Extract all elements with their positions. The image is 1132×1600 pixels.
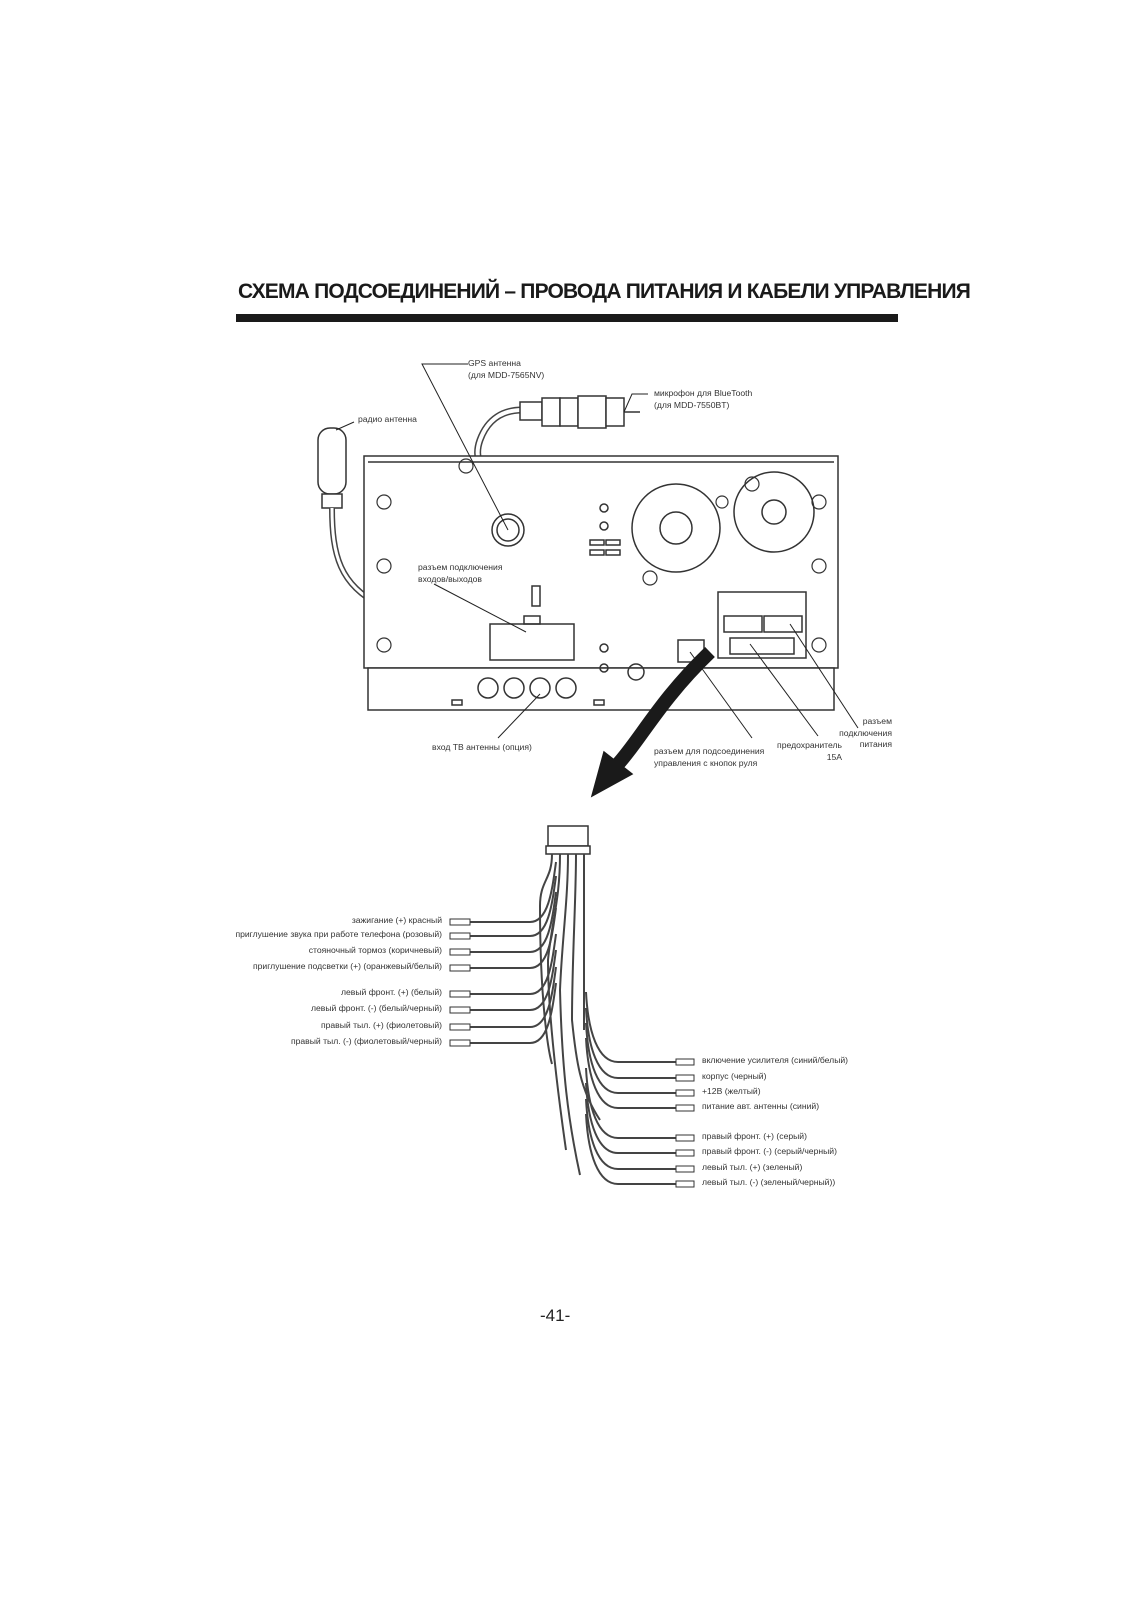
left-wire [470, 862, 556, 922]
microphone-connector [520, 396, 640, 428]
left-wire-label: зажигание (+) красный [351, 915, 442, 925]
wire-terminal [676, 1150, 694, 1156]
io-line2: входов/выходов [418, 573, 482, 584]
wire-terminal [450, 949, 470, 955]
right-wire-label: корпус (черный) [702, 1071, 767, 1081]
right-wire-label: +12В (желтый) [702, 1086, 761, 1096]
mic-line1: микрофон для BlueTooth [654, 388, 753, 398]
page-title: СХЕМА ПОДСОЕДИНЕНИЙ – ПРОВОДА ПИТАНИЯ И КАБЕЛИ УПРАВЛЕНИЯ [238, 280, 971, 303]
fuse-line2: 15А [826, 751, 842, 762]
right-wire-label: левый тыл. (-) (зеленый/черный)) [702, 1177, 836, 1187]
gps-antenna-label [468, 358, 544, 381]
power-line1: разъем [862, 716, 892, 726]
right-wire [586, 1023, 676, 1093]
radio-antenna-label: радио антенна [358, 414, 417, 424]
mic-line2: (для MDD-7550BT) [654, 399, 730, 410]
power-line3: питания [859, 739, 892, 749]
wire-terminal [450, 933, 470, 939]
power-connector-block [718, 592, 806, 658]
left-wire-label: правый тыл. (+) (фиолетовый) [320, 1020, 442, 1030]
power-line2: подключения [839, 727, 892, 738]
wire-terminal [676, 1105, 694, 1111]
right-wire [586, 1008, 676, 1078]
wire-terminal [676, 1059, 694, 1065]
harness-plug [546, 826, 590, 854]
page-number: -41- [540, 1306, 571, 1325]
leader-radio [336, 422, 354, 430]
right-wire [586, 992, 676, 1062]
right-wire-label: включение усилителя (синий/белый) [702, 1055, 849, 1065]
tv-antenna-label: вход ТВ антенны (опция) [432, 742, 532, 752]
leader-mic [624, 394, 648, 412]
gps-line1: GPS антенна [468, 358, 521, 368]
gps-line2: (для MDD-7565NV) [468, 369, 545, 380]
io-connector-label [418, 562, 503, 585]
left-wire-label: приглушение подсветки (+) (оранжевый/белый) [253, 961, 442, 971]
wire-terminal [450, 965, 470, 971]
right-wires [586, 992, 694, 1187]
left-wire-label: стояночный тормоз (коричневый) [308, 945, 442, 955]
right-wire-label: питание авт. антенны (синий) [702, 1101, 820, 1111]
wire-terminal [676, 1166, 694, 1172]
wire-terminal [450, 991, 470, 997]
left-wire-label: приглушение звука при работе телефона (розовый) [235, 929, 442, 939]
right-wire-label: левый тыл. (+) (зеленый) [702, 1162, 803, 1172]
left-wire-label: правый тыл. (-) (фиолетовый/черный) [290, 1036, 442, 1046]
right-wire-label: правый фронт. (-) (серый/черный) [702, 1146, 837, 1156]
wire-terminal [450, 919, 470, 925]
power-connector-label [820, 716, 892, 751]
left-wire-label: левый фронт. (+) (белый) [340, 987, 442, 997]
steering-line1: разъем для подсоединения [654, 746, 765, 756]
microphone-label [654, 388, 752, 411]
wire-terminal [450, 1024, 470, 1030]
steering-line2: управления с кнопок руля [654, 757, 758, 768]
left-wire-label: левый фронт. (-) (белый/черный) [310, 1003, 442, 1013]
wire-terminal [450, 1040, 470, 1046]
steering-connector-label [654, 746, 764, 769]
io-line1: разъем подключения [418, 562, 503, 572]
wire-terminal [676, 1090, 694, 1096]
right-wire [586, 1099, 676, 1169]
fuse-line1: предохранитель [777, 740, 842, 750]
wire-terminal [676, 1135, 694, 1141]
right-wire-label: правый фронт. (+) (серый) [702, 1131, 807, 1141]
wire-terminal [450, 1007, 470, 1013]
left-wire [470, 908, 556, 968]
wire-terminal [676, 1181, 694, 1187]
wire-terminal [676, 1075, 694, 1081]
